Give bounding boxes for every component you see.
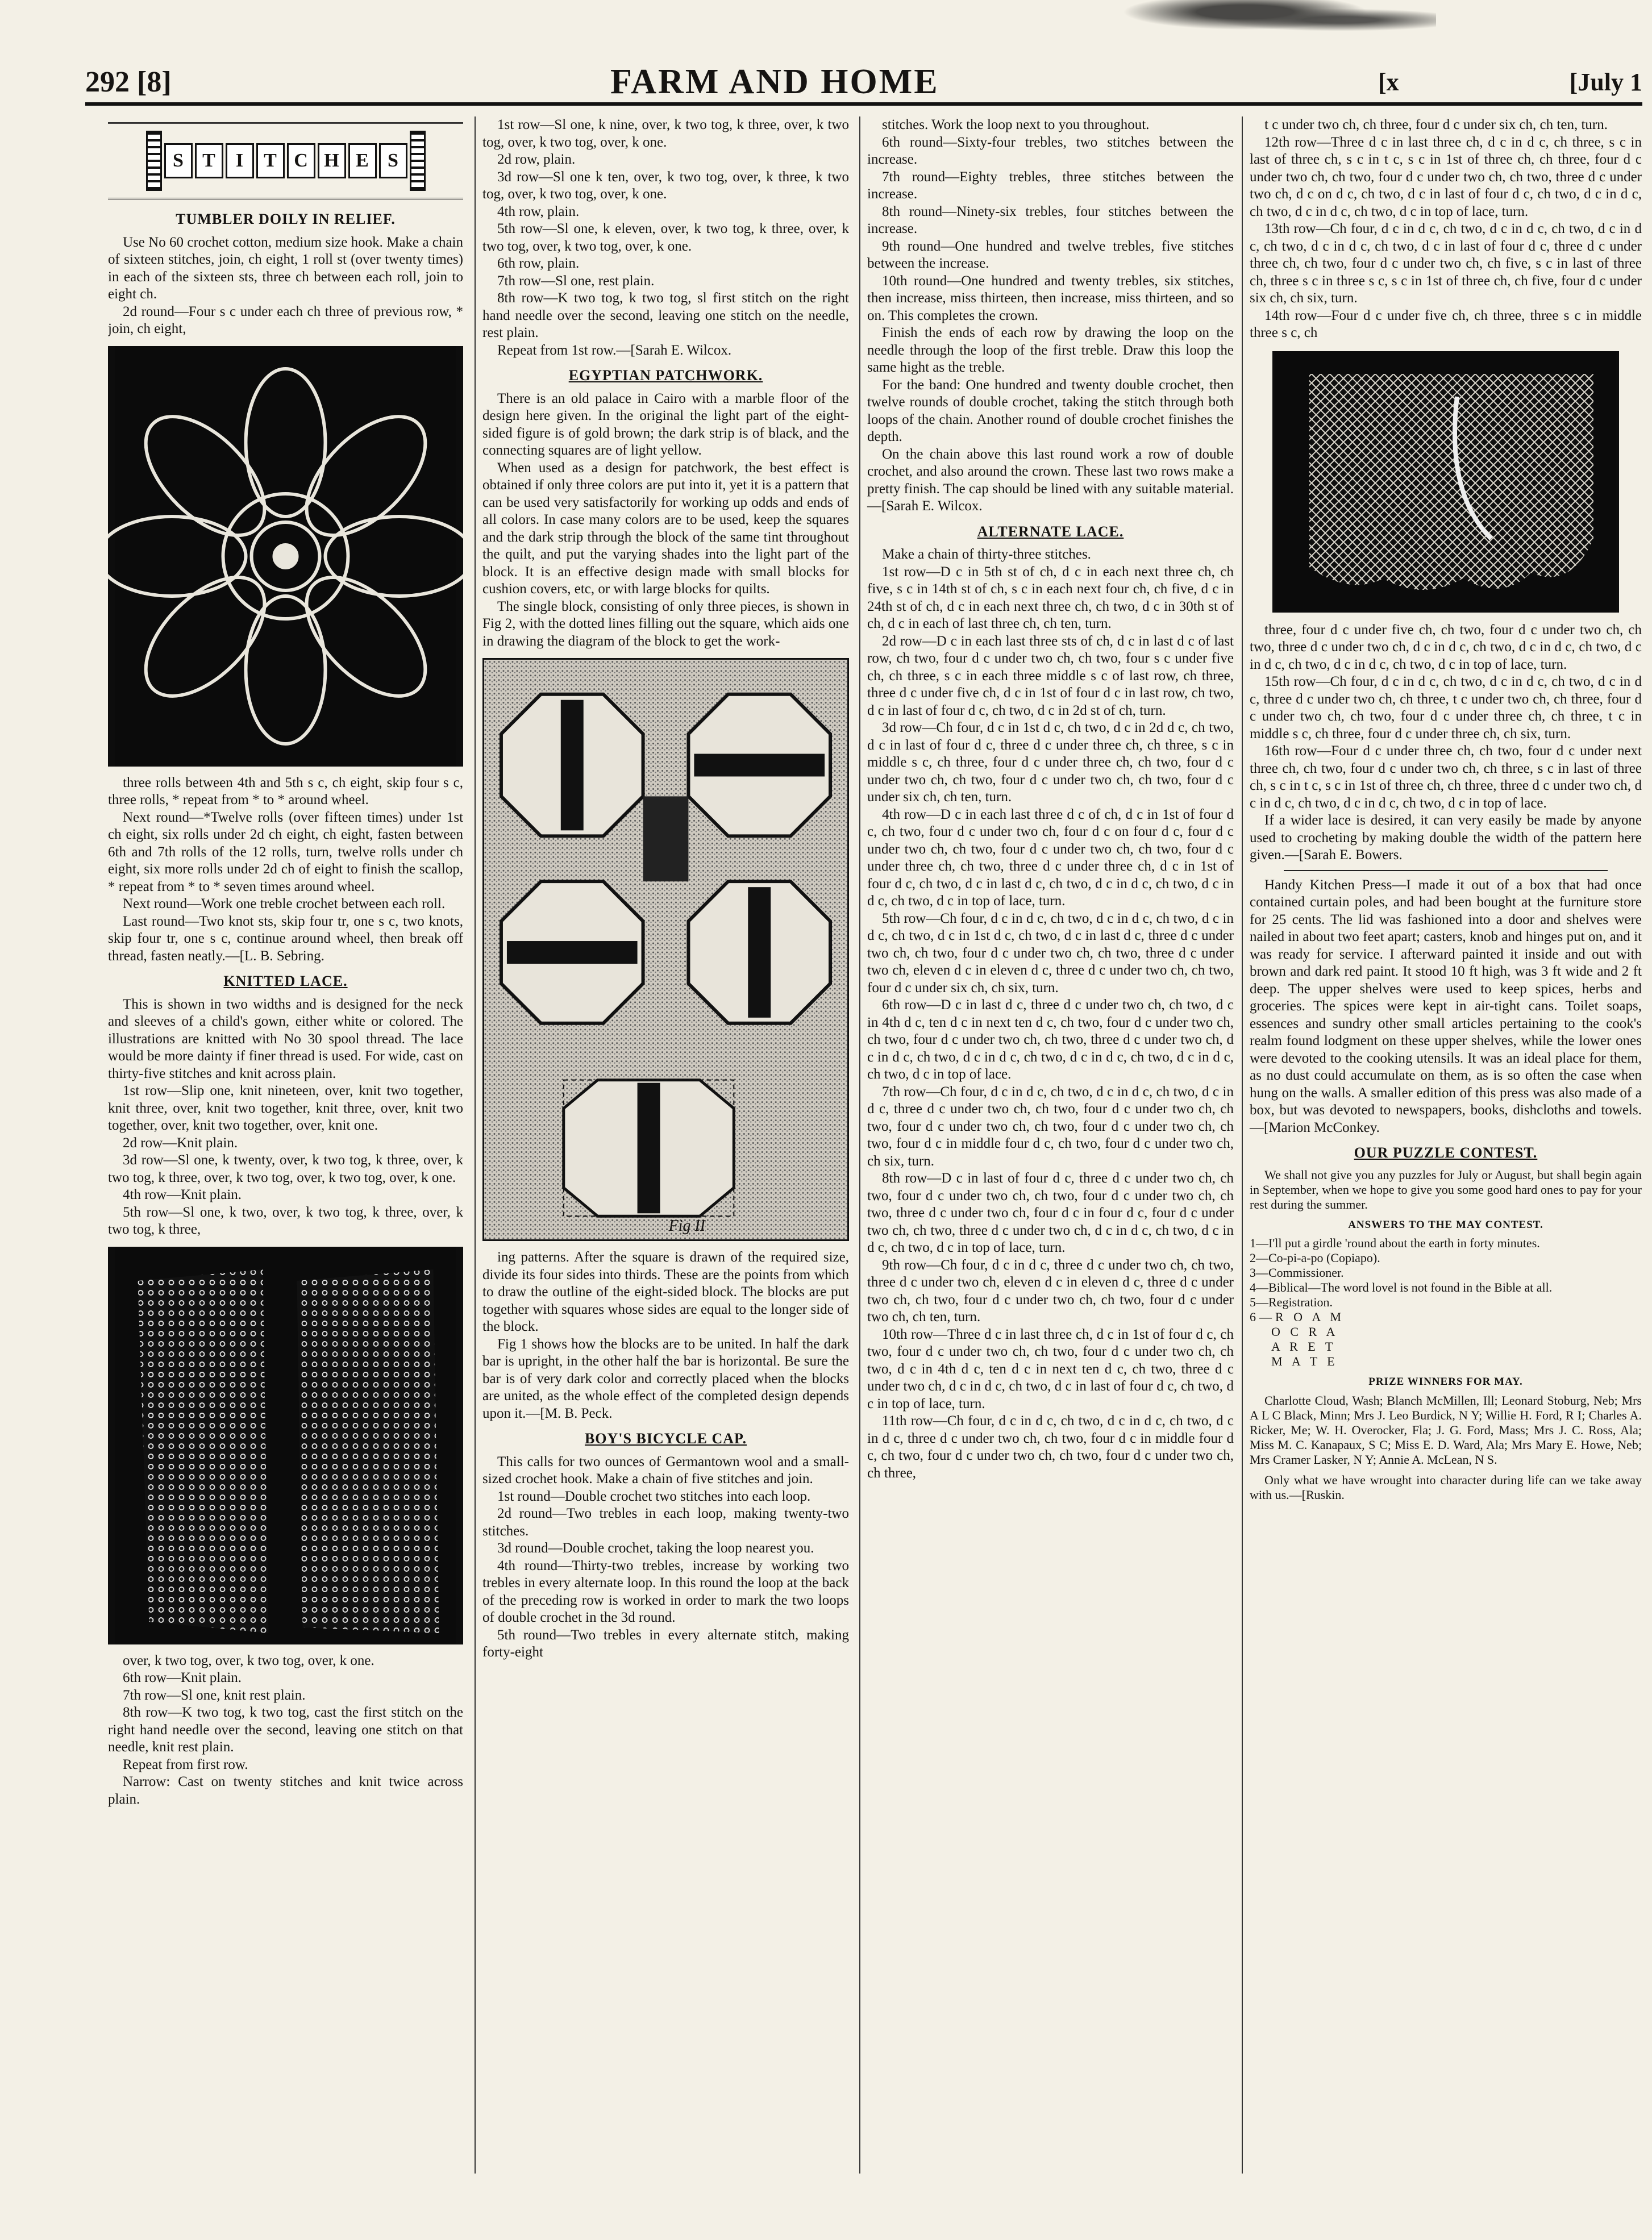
heading-egyptian-patchwork: EGYPTIAN PATCHWORK. bbox=[568, 367, 763, 384]
paragraph: Finish the ends of each row by drawing the loop on the needle through the loop of the first treble. Draw this loop the same hight as the treble. bbox=[867, 325, 1234, 375]
logo-letter: E bbox=[348, 143, 377, 178]
logo-pillar-left bbox=[146, 131, 162, 191]
paragraph: 4th row, plain. bbox=[497, 203, 580, 219]
paragraph: 8th row—K two tog, k two tog, cast the first stitch on the right hand needle over the second, leaving one stitch on that needle, knit rest plain. bbox=[108, 1705, 463, 1755]
page-title: FARM AND HOME bbox=[610, 62, 939, 101]
paragraph: 6th row—Knit plain. bbox=[123, 1670, 242, 1685]
paragraph: 3d row—Sl one k ten, over, k two tog, over, k three, k two tog, over, k two tog, over, k one. bbox=[482, 169, 849, 202]
paragraph: Next round—*Twelve rolls (over fifteen times) under 1st ch eight, six rolls under 2d ch eight, ch eight, fasten between 6th and 7th rolls of the 12 rolls, turn, twelve rolls under ch eight, six more rolls under 2d ch of eight to finish the scallop, * repeat from * to * seven times around wheel. bbox=[108, 809, 463, 894]
edition-mark: [x bbox=[1378, 68, 1399, 96]
word-square-row: O C R A bbox=[1271, 1325, 1339, 1339]
alternate-lace-illustration bbox=[1272, 351, 1619, 613]
divider bbox=[1284, 870, 1608, 871]
paragraph: Repeat from 1st row.—[Sarah E. Wilcox. bbox=[497, 342, 732, 358]
paragraph: On the chain above this last round work a row of double crochet, and also around the crown. These last two rows make a pretty finish. The cap should be lined with any suitable material.—[Sarah E. Wilcox. bbox=[867, 446, 1234, 514]
ruskin-quote: Only what we have wrought into character during life can we take away with us.—[Ruskin. bbox=[1250, 1472, 1642, 1502]
heading-alternate-lace: ALTERNATE LACE. bbox=[977, 523, 1124, 540]
column-1 bbox=[108, 116, 463, 2174]
paragraph: Repeat from first row. bbox=[123, 1756, 248, 1772]
paragraph: For the band: One hundred and twenty double crochet, then twelve rounds of double crochet, taking the stitch through both loops of the chain. Another round of double crochet finishes the depth. bbox=[867, 377, 1234, 444]
answer-item: 1—I'll put a girdle 'round about the earth in forty minutes. bbox=[1250, 1236, 1540, 1250]
issue-date: [July 1 bbox=[1569, 68, 1642, 96]
figure-caption: Fig II bbox=[668, 1217, 705, 1235]
column-2 bbox=[475, 116, 849, 2174]
masthead bbox=[85, 61, 1642, 106]
paragraph: ing patterns. After the square is drawn of the required size, divide its four sides into thirds. These are the points from which to draw the outline of the eight-sided block. The blocks are put together with squares whose sides are equal to the longer side of the block. bbox=[482, 1250, 849, 1334]
paragraph: 15th row—Ch four, d c in d c, ch two, d c in d c, ch two, d c in d c, three d c under two ch, ch three, t c under two ch, ch three, four d c under two ch, ch two, four d c under three ch, ch three, t c in middle s c, ch three, four d c under three ch, ch six, turn. bbox=[1250, 674, 1642, 742]
paragraph: 5th row—Ch four, d c in d c, ch two, d c in d c, ch two, d c in d c, ch two, d c in 1st d c, ch two, d c in last d c, three d c under two ch, ch two, four d c under two ch, ch two, three d c under two ch, eleven d c in eleven d c, three d c under two ch, ch two, four d c under six ch, ch six, turn. bbox=[867, 910, 1234, 996]
logo-letter: I bbox=[226, 143, 254, 178]
paragraph: 2d row, plain. bbox=[497, 152, 576, 167]
paragraph: 7th row—Sl one, knit rest plain. bbox=[123, 1687, 306, 1703]
paragraph: 16th row—Four d c under three ch, ch two, four d c under next three ch, ch two, four d c under two ch, ch three, s c in last of three ch, s c in t c, s c in 1st of three ch, ch three, three d c under two ch, d c in d c, ch two, d c in d c, ch two, d c in top of lace. bbox=[1250, 743, 1642, 811]
paragraph: 4th row—Knit plain. bbox=[123, 1187, 242, 1202]
paragraph: This calls for two ounces of Germantown wool and a small-sized crochet hook. Make a chain of five stitches and join. bbox=[482, 1454, 849, 1487]
logo-letter: H bbox=[318, 143, 346, 178]
paragraph: Narrow: Cast on twenty stitches and knit twice across plain. bbox=[108, 1774, 463, 1807]
answer-item: 3—Commissioner. bbox=[1250, 1265, 1344, 1280]
paragraph: We shall not give you any puzzles for July or August, but shall begin again in September, when we hope to give you some good hard ones to pay for your rest during the summer. bbox=[1250, 1167, 1642, 1211]
paragraph: 2d round—Two trebles in each loop, making twenty-two stitches. bbox=[482, 1506, 849, 1539]
paragraph: 3d round—Double crochet, taking the loop nearest you. bbox=[497, 1540, 814, 1556]
paragraph-kitchen-press: Handy Kitchen Press—I made it out of a box that had once contained curtain poles, and had been bought at the furniture store for 25 cents. The lid was fashioned into a door and shelves were nailed in about two feet apart; casters, knob and hinges put on, and it was ready for service. I afterward painted it inside and out with brown and dark red paint. It stood 10 ft high, was 3 ft wide and 2 ft deep. The upper shelves were used to keep spices, herbs and groceries. The spices were kept in air-tight cans. Toilet soaps, essences and sundry other small articles pertaining to the cook's realm found lodgment on these upper shelves, while the lower ones were devoted to the cooking utensils. It was an ideal place for them, as no dust could accumulate on them, as is so often the case when hung on the walls. A smaller edition of this press was also made of a box, but was devoted to newspapers, books, dishcloths and towels.—[Marion McConkey. bbox=[1250, 877, 1642, 1135]
stitches-logo bbox=[108, 122, 463, 199]
knitted-lace-illustration bbox=[108, 1247, 463, 1644]
logo-letter: T bbox=[256, 143, 285, 178]
knitted-lace-photo bbox=[108, 1247, 463, 1644]
column-4 bbox=[1242, 116, 1642, 2174]
patchwork-diagram bbox=[484, 660, 847, 1239]
paragraph: Use No 60 crochet cotton, medium size hook. Make a chain of sixteen stitches, join, ch eight, 1 roll st (over twenty times) in each of the sixteen sts, three ch between each roll, join to eight ch. bbox=[108, 234, 463, 302]
logo-letter: S bbox=[164, 143, 193, 178]
answer-item: 2—Co-pi-a-po (Copiapo). bbox=[1250, 1251, 1380, 1265]
doily-illustration bbox=[108, 346, 463, 767]
paragraph: t c under two ch, ch three, four d c under six ch, ch ten, turn. bbox=[1264, 117, 1608, 132]
heading-answers: ANSWERS TO THE MAY CONTEST. bbox=[1348, 1218, 1543, 1231]
word-square-row: A R E T bbox=[1271, 1339, 1337, 1354]
paragraph: 6th round—Sixty-four trebles, two stitches between the increase. bbox=[867, 134, 1234, 167]
heading-boys-bicycle-cap: BOY'S BICYCLE CAP. bbox=[584, 1430, 747, 1447]
paragraph: This is shown in two widths and is designed for the neck and sleeves of a child's gown, either white or colored. The illustrations are knitted with No 30 spool thread. The lace would be more dainty if finer thread is used. For wide, cast on thirty-five stitches and knit across plain. bbox=[108, 996, 463, 1081]
logo-pillar-right bbox=[410, 131, 426, 191]
doily-photo bbox=[108, 346, 463, 767]
paragraph: 4th round—Thirty-two trebles, increase by working two trebles in every alternate loop. In this round the loop at the back of the preceding row is worked in order to mark the two loops of double crochet in the 3d round. bbox=[482, 1558, 849, 1625]
word-square-row: M A T E bbox=[1271, 1354, 1338, 1368]
paragraph: 8th row—D c in last of four d c, three d c under two ch, ch two, four d c under two ch, ch two, four d c under two ch, ch two, three d c under two ch, four d c in four d c, four d c under two ch, ch two, three d c under two ch, d c in d c, ch two, d c in d c, ch two, d c in top of lace, turn. bbox=[867, 1171, 1234, 1255]
paragraph: 6th row, plain. bbox=[497, 256, 580, 271]
paragraph: 5th row—Sl one, k two, over, k two tog, k three, over, k two tog, k three, bbox=[108, 1204, 463, 1237]
paragraph: 5th round—Two trebles in every alternate stitch, making forty-eight bbox=[482, 1627, 849, 1660]
paragraph: The single block, consisting of only three pieces, is shown in Fig 2, with the dotted lines filling out the square, which aids one in drawing the diagram of the block to get the work- bbox=[482, 598, 849, 649]
paragraph: Next round—Work one treble crochet between each roll. bbox=[123, 896, 446, 911]
paragraph: 12th row—Three d c in last three ch, d c in d c, ch three, s c in last of three ch, s c in t c, s c in 1st of three ch, ch three, four d c under two ch, ch two, four d c under two ch, ch two, three d c under two ch, d c on d c, ch two, d c in last of four d c, ch two, d c in d c, ch two, d c in d c, ch two, d c in top of lace, turn. bbox=[1250, 134, 1642, 219]
heading-knitted-lace: KNITTED LACE. bbox=[223, 973, 348, 989]
paragraph: 1st round—Double crochet two stitches into each loop. bbox=[497, 1488, 811, 1504]
paragraph: There is an old palace in Cairo with a marble floor of the design here given. In the original the light part of the eight-sided figure is of gold brown; the dark strip is of black, and the connecting squares are of light yellow. bbox=[482, 390, 849, 458]
paragraph: If a wider lace is desired, it can very easily be made by anyone used to crocheting by making double the width of the pattern here given.—[Sarah E. Bowers. bbox=[1250, 813, 1642, 863]
answer-item: 4—Biblical—The word lovel is not found in the Bible at all. bbox=[1250, 1280, 1553, 1294]
word-square-row: 6—R O A M bbox=[1250, 1310, 1345, 1324]
paragraph: 9th round—One hundred and twelve trebles, five stitches between the increase. bbox=[867, 238, 1234, 271]
paragraph: 8th row—K two tog, k two tog, sl first stitch on the right hand needle over the second, leaving one stitch on the needle, rest plain. bbox=[482, 290, 849, 340]
paragraph: 7th row—Sl one, rest plain. bbox=[497, 273, 655, 289]
ink-blot bbox=[1118, 0, 1436, 40]
paragraph: 10th row—Three d c in last three ch, d c in 1st of four d c, ch two, four d c under two ch, ch two, four d c under two ch, ch two, d c in 4th d c, ten d c in next ten d c, ch two, three d c under two ch, d c in d c, ch two, d c in last of four d c, ch two, d c in top of lace, turn. bbox=[867, 1326, 1234, 1412]
paragraph: Fig 1 shows how the blocks are to be united. In half the dark bar is upright, in the other half the bar is horizontal. Be sure the bar is of very dark color and correctly placed when the blocks are united, as the whole effect of the completed design depends upon it.—[M. B. Peck. bbox=[482, 1336, 849, 1421]
paragraph: Last round—Two knot sts, skip four tr, one s c, two knots, skip four tr, one s c, continue around wheel, then break off thread, fasten neatly.—[L. B. Sebring. bbox=[108, 913, 463, 964]
logo-letter: C bbox=[287, 143, 315, 178]
paragraph: 7th round—Eighty trebles, three stitches between the increase. bbox=[867, 169, 1234, 202]
paragraph: over, k two tog, over, k two tog, over, k one. bbox=[123, 1652, 374, 1668]
logo-letter: S bbox=[379, 143, 407, 178]
column-3 bbox=[859, 116, 1234, 2174]
paragraph: 2d row—Knit plain. bbox=[123, 1135, 238, 1151]
paragraph: 14th row—Four d c under five ch, ch three, three s c in middle three s c, ch bbox=[1250, 307, 1642, 340]
logo-letter: T bbox=[195, 143, 223, 178]
answer-item: 5—Registration. bbox=[1250, 1295, 1333, 1309]
prize-winners-list: Charlotte Cloud, Wash; Blanch McMillen, Ill; Leonard Stoburg, Neb; Mrs A L C Black, Minn; Mrs J. Leo Burdick, N Y; Willie H. Ford, R I; Charles A. Ricker, Me; W. H. Overocker, Fla; J. G. Ford, Mass; Mrs J. C. Ross, Ala; Miss M. C. Kanapaux, S C; Miss E. D. Ward, Ala; Mrs Mary E. Howe, Neb; Mrs Cramer Lasker, N Y; Annie A. McLean, N S. bbox=[1250, 1393, 1642, 1467]
alternate-lace-photo bbox=[1272, 351, 1619, 613]
paragraph: three rolls between 4th and 5th s c, ch eight, skip four s c, three rolls, * repeat from * to * around wheel. bbox=[108, 775, 463, 807]
paragraph: 5th row—Sl one, k eleven, over, k two tog, k three, over, k two tog, over, k two tog, over, k one. bbox=[482, 221, 849, 254]
paragraph: 7th row—Ch four, d c in d c, ch two, d c in d c, ch two, d c in d c, three d c under two ch, ch two, four d c under two ch, ch two, four d c under two ch, ch two, four d c under two ch, ch two, four d c in middle four d c, ch two, four d c under two ch, ch six, turn. bbox=[867, 1084, 1234, 1169]
heading-puzzle-contest: OUR PUZZLE CONTEST. bbox=[1354, 1144, 1538, 1161]
paragraph: 3d row—Ch four, d c in 1st d c, ch two, d c in 2d d c, ch two, d c in last of four d c, three d c under three ch, ch three, s c in middle s c, ch three, four d c under three ch, ch two, four d c under two ch, ch two, four d c under two ch, ch two, four d c under six ch, ch ten, turn. bbox=[867, 720, 1234, 805]
heading-prize-winners: PRIZE WINNERS FOR MAY. bbox=[1368, 1376, 1523, 1388]
paragraph: 6th row—D c in last d c, three d c under two ch, ch two, d c in 4th d c, ten d c in next ten d c, ch two, four d c under two ch, ch two, four d c under two ch, ch two, three d c under two ch, d c in d c, ch two, d c in d c, ch two, d c in d c, ch two, d c in d c, ch two, d c in top of lace. bbox=[867, 997, 1234, 1082]
patchwork-figure bbox=[482, 658, 849, 1241]
paragraph: Make a chain of thirty-three stitches. bbox=[882, 547, 1091, 562]
article-columns bbox=[108, 116, 1642, 2174]
paragraph: 13th row—Ch four, d c in d c, ch two, d c in d c, ch two, d c in d c, ch two, d c in d c, ch two, d c in last of four d c, three d c under three ch, ch two, four d c under two ch, ch five, s c in last of three ch, three s c in three s c, s c in 1st of three ch, ch five, four d c under six ch, ch six, turn. bbox=[1250, 221, 1642, 306]
paragraph: 2d row—D c in each last three sts of ch, d c in last d c of last row, ch two, four d c under two ch, ch two, four s c under five ch, ch three, s c in each three middle s c of last row, ch three, three d c under five ch, d c in 1st of four d c in last row, ch two, d c in last of four d c, ch two, d c in 2d st of ch, turn. bbox=[867, 633, 1234, 718]
paragraph: 2d round—Four s c under each ch three of previous row, * join, ch eight, bbox=[108, 303, 463, 336]
paragraph: 9th row—Ch four, d c in d c, three d c under two ch, ch two, three d c under two ch, eleven d c in eleven d c, three d c under two ch, ch two, four d c under two ch, ch two, four d c under two ch, ch ten, turn. bbox=[867, 1257, 1234, 1325]
paragraph: three, four d c under five ch, ch two, four d c under two ch, ch two, three d c under two ch, d c in d c, ch two, d c in d c, ch two, d c in d c, ch two, d c in d c, ch two, d c in top of lace, turn. bbox=[1250, 622, 1642, 672]
paragraph: 10th round—One hundred and twenty trebles, six stitches, then increase, miss thirteen, then increase, miss thirteen, and so on. This completes the crown. bbox=[867, 273, 1234, 323]
paragraph: 11th row—Ch four, d c in d c, ch two, d c in d c, ch two, d c in d c, three d c under two ch, ch two, four d c in middle four d c, ch two, four d c under two ch, ch two, four d c under two ch, ch three, bbox=[867, 1413, 1234, 1481]
page-number: 292 [8] bbox=[85, 65, 172, 98]
paragraph: 1st row—D c in 5th st of ch, d c in each next three ch, ch five, s c in 14th st of ch, s c in each next four ch, ch five, d c in 24th st of ch, d c in each next three ch, ch two, d c in 30th st of ch, d c in each of last three ch, ch ten, turn. bbox=[867, 564, 1234, 631]
paragraph: stitches. Work the loop next to you throughout. bbox=[882, 117, 1150, 132]
paragraph: When used as a design for patchwork, the best effect is obtained if only three colors are put into it, yet it is a pattern that can be used very satisfactorily for working up odds and ends of all colors. In case many colors are to be used, keep the squares and the dark strip through the block of the same tint throughout the quilt, and put the varying shades into the light part of the block. It is an effective design made with small blocks for cushion covers, etc, or with large blocks for quilts. bbox=[482, 460, 849, 597]
paragraph: 1st row—Sl one, k nine, over, k two tog, k three, over, k two tog, over, k two tog, over, k one. bbox=[482, 117, 849, 150]
paragraph: 4th row—D c in each last three d c of ch, d c in 1st of four d c, ch two, four d c under two ch, four d c on four d c, four d c under two ch, ch two, four d c under two ch, ch two, four d c under three ch, ch two, three d c under three ch, d c in 1st of four d c, ch two, d c in last d c, ch two, d c in d c, ch two, d c in d c, ch two, d c in top of lace, turn. bbox=[867, 806, 1234, 909]
paragraph: 1st row—Slip one, knit nineteen, over, knit two together, knit three, over, knit two together, knit three, over, knit two together, over, knit two together, over, knit one. bbox=[108, 1083, 463, 1133]
heading-tumbler-doily: TUMBLER DOILY IN RELIEF. bbox=[176, 211, 396, 227]
paragraph: 8th round—Ninety-six trebles, four stitches between the increase. bbox=[867, 203, 1234, 236]
paragraph: 3d row—Sl one, k twenty, over, k two tog, k three, over, k two tog, k three, over, k two tog, over, k two tog, over, k one. bbox=[108, 1152, 463, 1185]
